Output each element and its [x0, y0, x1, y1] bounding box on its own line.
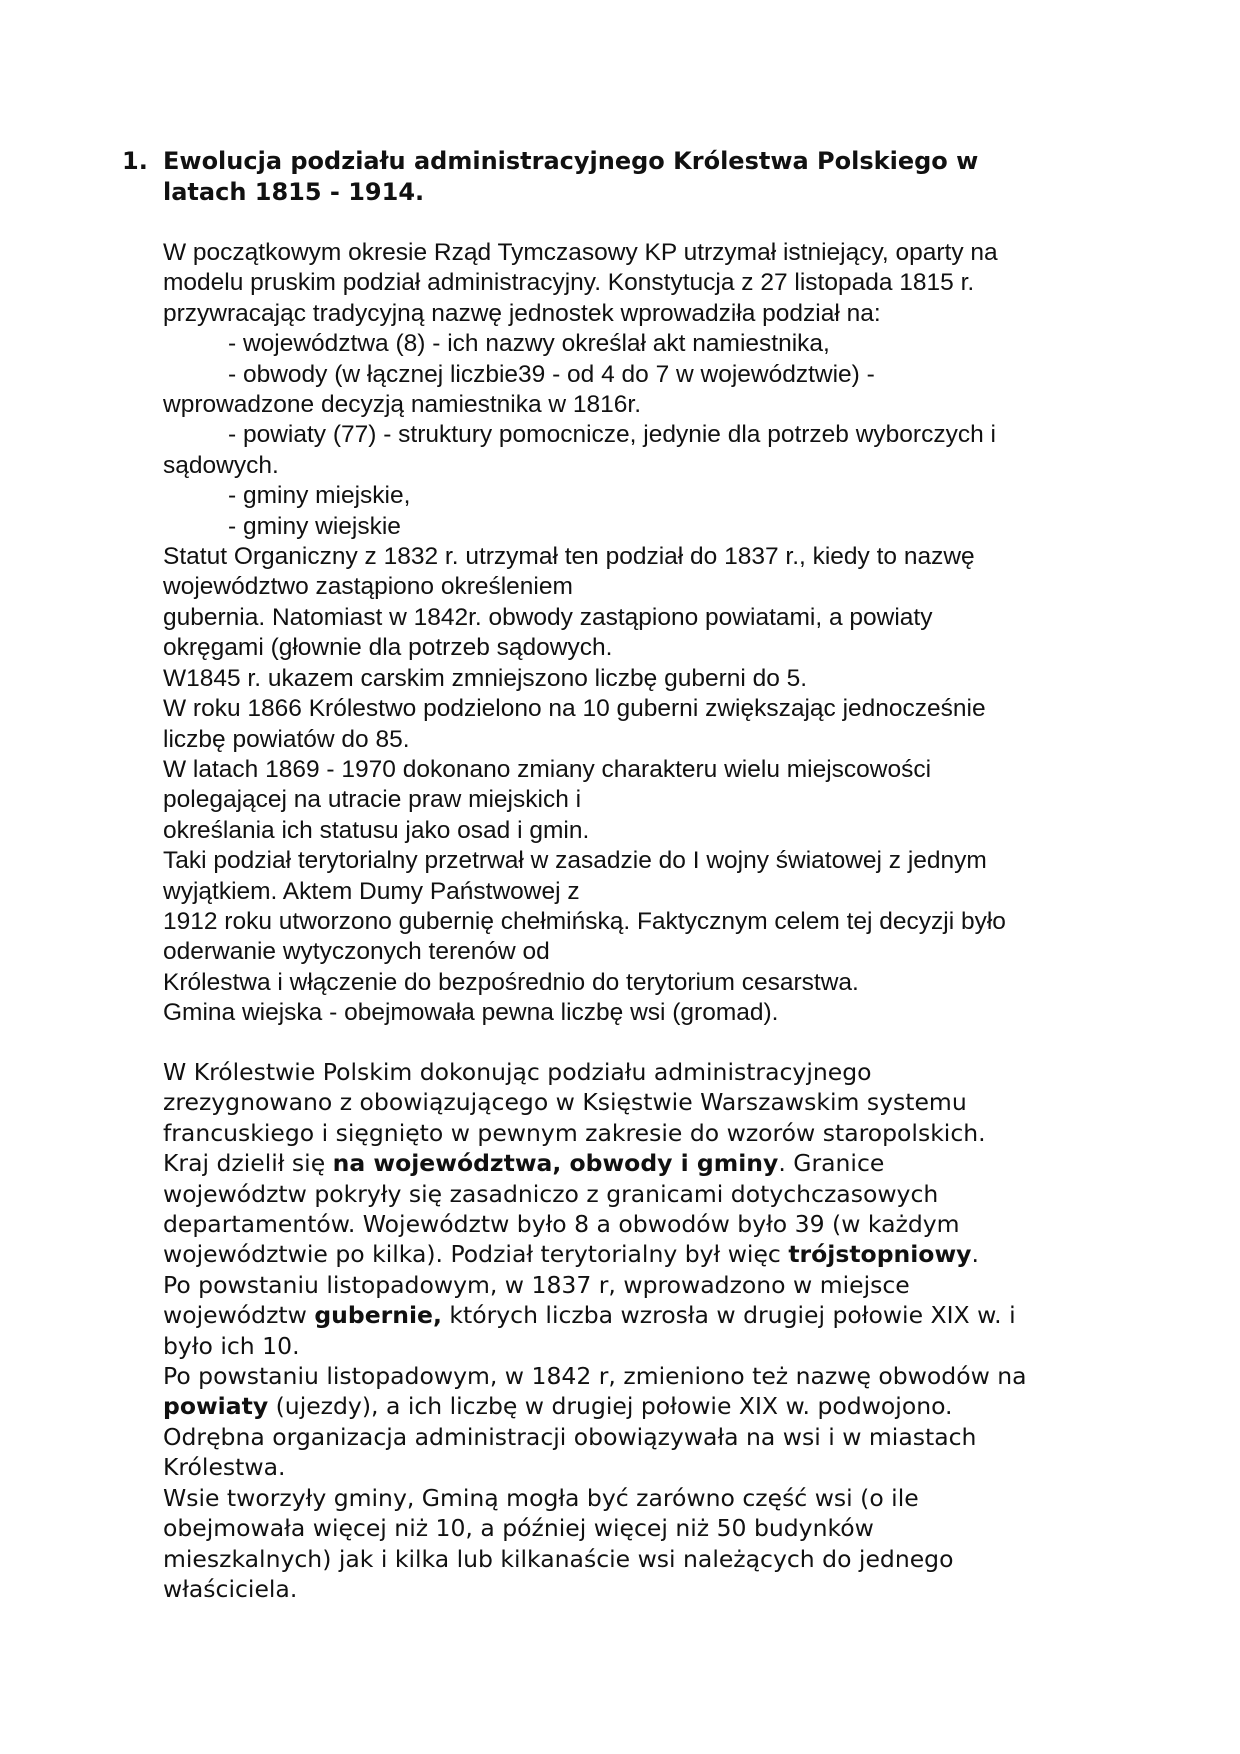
paragraph-line: gubernia. Natomiast w 1842r. obwody zastąpiono powiatami, a powiaty — [163, 603, 933, 631]
text-run: było ich 10. — [163, 1331, 300, 1360]
paragraph-line: W latach 1869 - 1970 dokonano zmiany charakteru wielu miejscowości — [163, 755, 932, 783]
paragraph-line — [163, 1118, 1093, 1148]
heading-line-2: latach 1815 - 1914. — [163, 178, 425, 206]
text-run: Po powstaniu listopadowym, w 1837 r, wprowadzono w miejsce — [163, 1270, 910, 1299]
heading-line-1: Ewolucja podziału administracyjnego Królestwa Polskiego w — [163, 147, 979, 175]
bold-text: trójstopniowy — [788, 1240, 972, 1269]
text-run: departamentów. Województw było 8 a obwodów było 39 (w każdym — [163, 1210, 960, 1239]
paragraph-line: W początkowym okresie Rząd Tymczasowy KP utrzymał istniejący, oparty na — [163, 239, 998, 266]
text-run: francuskiego i sięgnięto w pewnym zakresie do wzorów staropolskich. — [163, 1118, 986, 1147]
paragraph-line — [163, 1179, 1093, 1209]
paragraph-line: okręgami (głownie dla potrzeb sądowych. — [163, 634, 613, 662]
text-run: województw pokryły się zasadniczo z granicami dotychczasowych — [163, 1179, 939, 1208]
heading-text — [163, 146, 1023, 208]
text-run: województw — [163, 1301, 315, 1330]
bold-text: gubernie, — [314, 1301, 442, 1330]
paragraph-line: W roku 1866 Królestwo podzielono na 10 guberni zwiększając jednocześnie — [163, 695, 986, 723]
text-run: Po powstaniu listopadowym, w 1842 r, zmieniono też nazwę obwodów na — [163, 1362, 1027, 1391]
section-1-body — [163, 238, 1093, 1029]
text-run: województwie po kilka). Podział terytorialny był więc — [163, 1240, 789, 1269]
paragraph-line — [163, 1148, 1093, 1178]
paragraph-line: Taki podział terytorialny przetrwał w zasadzie do I wojny światowej z jednym — [163, 847, 987, 875]
paragraph-line: województwo zastąpiono określeniem — [163, 573, 573, 601]
paragraph-line — [163, 1483, 1093, 1513]
paragraph-line — [163, 1574, 1093, 1604]
text-run: zrezygnowano z obowiązującego w Księstwie Warszawskim systemu — [163, 1088, 967, 1117]
paragraph-line — [163, 1391, 1093, 1421]
text-run: . — [971, 1240, 979, 1269]
heading-number: 1. — [122, 147, 148, 175]
paragraph-line — [163, 1057, 1093, 1087]
paragraph-line — [163, 1270, 1093, 1300]
text-run: właściciela. — [163, 1574, 298, 1603]
section-2-body — [163, 1057, 1093, 1604]
paragraph-line: - gminy miejskie, — [228, 482, 411, 510]
text-run: Królestwa. — [163, 1453, 286, 1482]
paragraph-line — [163, 1513, 1093, 1543]
bold-text: powiaty — [163, 1392, 269, 1421]
paragraph-line: - obwody (w łącznej liczbie39 - od 4 do 7 w województwie) - — [228, 360, 875, 388]
paragraph-line — [163, 1331, 1093, 1361]
text-run: których liczba wzrosła w drugiej połowie XIX w. i — [441, 1301, 1016, 1330]
paragraph-line — [163, 1209, 1093, 1239]
text-run: Odrębna organizacja administracji obowiązywała na wsi i w miastach — [163, 1422, 977, 1451]
paragraph-line: wyjątkiem. Aktem Dumy Państwowej z — [163, 877, 580, 905]
paragraph-line: określania ich statusu jako osad i gmin. — [163, 816, 590, 844]
bold-text: na województwa, obwody i gminy — [332, 1149, 779, 1178]
paragraph-line: Statut Organiczny z 1832 r. utrzymał ten podział do 1837 r., kiedy to nazwę — [163, 543, 975, 571]
paragraph-line: Królestwa i włączenie do bezpośrednio do terytorium cesarstwa. — [163, 968, 859, 996]
paragraph-line: 1912 roku utworzono gubernię chełmińską. Faktycznym celem tej decyzji było — [163, 907, 1006, 935]
paragraph-line: W1845 r. ukazem carskim zmniejszono liczbę guberni do 5. — [163, 664, 808, 692]
text-run: obejmowała więcej niż 10, a później więcej niż 50 budynków — [163, 1514, 874, 1543]
text-run: . Granice — [778, 1149, 885, 1178]
paragraph-line: - powiaty (77) - struktury pomocnicze, jedynie dla potrzeb wyborczych i — [228, 421, 996, 449]
text-run: (ujezdy), a ich liczbę w drugiej połowie XIX w. podwojono. — [268, 1392, 953, 1421]
paragraph-line: modelu pruskim podział administracyjny. Konstytucja z 27 listopada 1815 r. — [163, 269, 975, 297]
paragraph-line: - gminy wiejskie — [228, 512, 401, 540]
text-run: Wsie tworzyły gminy, Gminą mogła być zarówno część wsi (o ile — [163, 1483, 919, 1512]
paragraph-line: oderwanie wytyczonych terenów od — [163, 938, 550, 966]
paragraph-line: polegającej na utracie praw miejskich i — [163, 786, 582, 814]
paragraph-line: przywracając tradycyjną nazwę jednostek wprowadziła podział na: — [163, 299, 881, 327]
paragraph-line: sądowych. — [163, 451, 279, 479]
paragraph-line — [163, 1087, 1093, 1117]
paragraph-line: liczbę powiatów do 85. — [163, 725, 410, 753]
text-run: W Królestwie Polskim dokonując podziału administracyjnego — [163, 1058, 872, 1086]
paragraph-line — [163, 1452, 1093, 1482]
paragraph-line — [163, 1544, 1093, 1574]
paragraph-line — [163, 1361, 1093, 1391]
text-run: mieszkalnych) jak i kilka lub kilkanaście wsi należących do jednego — [163, 1544, 954, 1573]
paragraph-line — [163, 1239, 1093, 1269]
paragraph-line — [163, 1422, 1093, 1452]
paragraph-line: Gmina wiejska - obejmowała pewna liczbę wsi (gromad). — [163, 999, 779, 1027]
paragraph-line: - województwa (8) - ich nazwy określał akt namiestnika, — [228, 330, 830, 358]
paragraph-line — [163, 1300, 1093, 1330]
text-run: Kraj dzielił się — [163, 1149, 333, 1178]
paragraph-line: wprowadzone decyzją namiestnika w 1816r. — [163, 391, 642, 419]
